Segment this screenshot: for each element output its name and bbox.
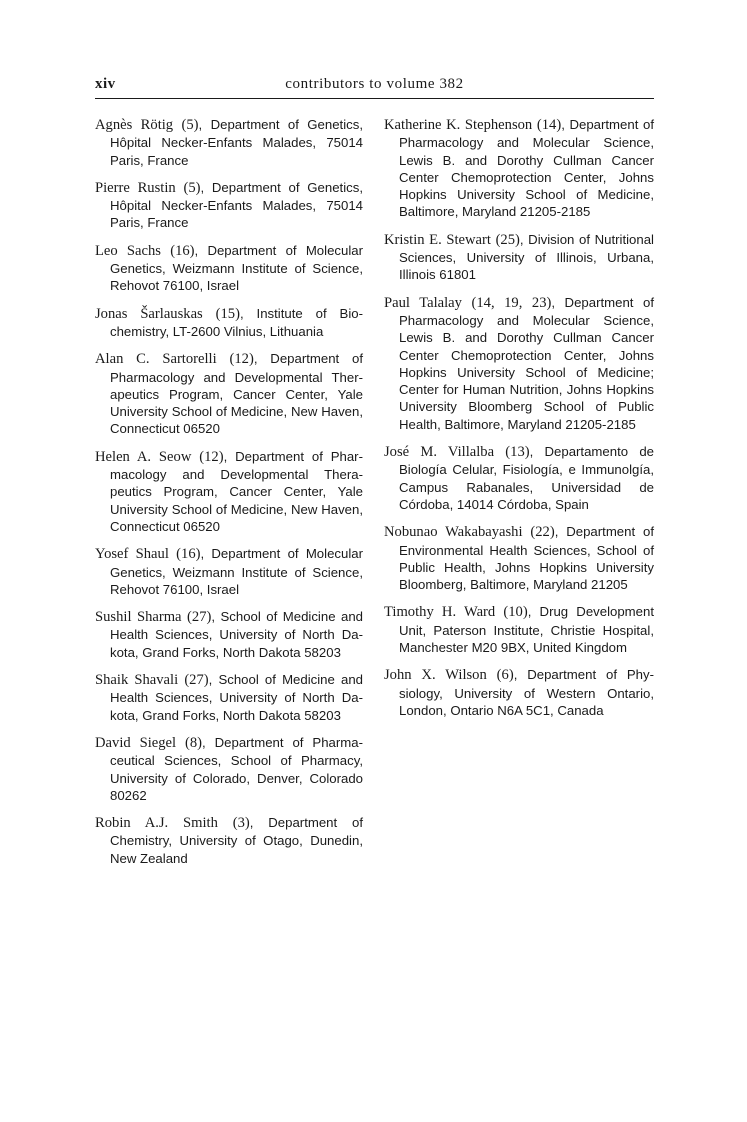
chapter-refs: (10) (503, 604, 528, 621)
contributor-name: Kristin E. Stewart (384, 231, 491, 248)
contributor-name: Yosef Shaul (95, 546, 169, 563)
contributors-column-left (95, 116, 363, 877)
contributor-entry (95, 734, 363, 804)
contributor-name: José M. Villalba (384, 444, 495, 461)
contributor-name: Jonas Šarlauskas (95, 305, 203, 322)
contributor-entry (384, 603, 654, 656)
affiliation: , Drug Development Unit, Paterson Institute, Christie Hospital, Manchester M20 9BX, United Kingdom (399, 604, 654, 656)
affiliation: , Department of Pharmacology and Developmental Therapeutics Program, Cancer Center, Yale University School of Medicine, New Haven, Connecticut 06520 (110, 351, 364, 437)
affiliation: , Department of Genetics, Hôpital Necker-Enfants Malades, 75014 Paris, France (110, 117, 363, 168)
contributor-entry (95, 545, 363, 598)
contributor-entry (95, 671, 363, 724)
contributor-name: Robin A.J. Smith (95, 815, 218, 832)
affiliation: , Institute of Biochemistry, LT-2600 Vilnius, Lithuania (110, 305, 363, 339)
page-header (95, 76, 654, 99)
contributors-column-right (384, 116, 654, 729)
affiliation: , Department of Physiology, University of Western Ontario, London, Ontario N6A 5C1, Canada (399, 667, 654, 718)
contributor-name: Agnès Rötig (95, 117, 174, 133)
chapter-refs: (27) (184, 672, 209, 689)
affiliation: , Department of Environmental Health Sciences, School of Public Health, Johns Hopkins University Bloomberg, Baltimore, Maryland 21205 (399, 524, 654, 593)
affiliation: , Department of Pharmacology and Molecular Science, Lewis B. and Dorothy Cullman Cancer Center Chemoprotection Center, Johns Hopkins University School of Medicine; Center for Human Nutrition, Johns Hopkins University Bloomberg School of Public Health, Baltimore, Maryland 21205-2185 (399, 294, 654, 432)
chapter-refs: (22) (530, 524, 555, 541)
contributor-entry (95, 242, 363, 295)
chapter-refs: (6) (496, 667, 514, 684)
chapter-refs: (16) (170, 242, 195, 259)
contributor-entry (384, 443, 654, 513)
affiliation: , School of Medicine and Health Sciences, University of North Dakota, Grand Forks, North Dakota 58203 (110, 672, 363, 723)
chapter-refs: (15) (215, 305, 240, 322)
contributor-name: John X. Wilson (384, 667, 487, 684)
affiliation: , School of Medicine and Health Sciences, University of North Dakota, Grand Forks, North Dakota 58203 (110, 609, 364, 660)
contributor-entry (95, 305, 363, 341)
affiliation: , Department of Molecular Genetics, Weizmann Institute of Science, Rehovot 76100, Israel (110, 546, 363, 597)
contributor-name: David Siegel (95, 734, 177, 751)
contributor-entry (95, 350, 363, 437)
chapter-refs: (12) (199, 448, 224, 465)
contributor-entry (384, 231, 654, 284)
affiliation: , Department of Pharmaceutical Sciences, School of Pharmacy, University of Colorado, Denver, Colorado 80262 (110, 734, 363, 803)
contributor-entry (95, 448, 363, 535)
contributor-name: Sushil Sharma (95, 609, 182, 626)
contributor-name: Nobunao Wakabayashi (384, 524, 523, 541)
contributor-name: Katherine K. Stephenson (384, 117, 533, 133)
contributor-entry (384, 666, 654, 719)
contributor-name: Leo Sachs (95, 242, 161, 259)
running-title: contributors to volume 382 (285, 76, 464, 92)
chapter-refs: (12) (229, 351, 254, 368)
contributor-entry (95, 608, 363, 661)
contributor-entry (95, 179, 363, 232)
contributor-name: Timothy H. Ward (384, 604, 496, 621)
chapter-refs: (5) (183, 179, 201, 196)
contributor-entry (95, 814, 363, 867)
chapter-refs: (3) (232, 815, 250, 832)
affiliation: , Departamento de Biología Celular, Fisiología, e Immunolgía, Campus Rabanales, Universidad de Córdoba, 14014 Córdoba, Spain (399, 444, 654, 512)
affiliation: , Division of Nutritional Sciences, University of Illinois, Urbana, Illinois 61801 (399, 231, 654, 283)
chapter-refs: (14) (536, 117, 562, 133)
chapter-refs: (16) (176, 546, 201, 563)
contributor-name: Alan C. Sartorelli (95, 351, 217, 368)
contributor-name: Pierre Rustin (95, 179, 176, 196)
affiliation: , Department of Pharmacology and Molecular Science, Lewis B. and Dorothy Cullman Cancer Center Chemoprotection Center, Johns Hopkins University School of Medicine, Baltimore, Maryland 21205-2185 (399, 117, 654, 220)
contributor-name: Helen A. Seow (95, 448, 192, 465)
contributor-name: Paul Talalay (384, 294, 462, 311)
chapter-refs: (13) (505, 444, 530, 461)
affiliation: , Department of Genetics, Hôpital Necker-Enfants Malades, 75014 Paris, France (110, 179, 363, 231)
affiliation: , Department of Chemistry, University of Otago, Dunedin, New Zealand (110, 815, 364, 866)
contributor-name: Shaik Shavali (95, 672, 179, 689)
chapter-refs: (25) (495, 231, 520, 248)
chapter-refs: (5) (181, 117, 199, 133)
page-number: xiv (95, 76, 116, 92)
chapter-refs: (27) (187, 609, 212, 626)
affiliation: , Department of Molecular Genetics, Weizmann Institute of Science, Rehovot 76100, Israel (110, 242, 363, 294)
contributor-entry (384, 523, 654, 593)
affiliation: , Department of Pharmacology and Developmental Therapeutics Program, Cancer Center, Yale University School of Medicine, New Haven, Connecticut 06520 (110, 448, 363, 534)
contributor-entry (95, 116, 363, 169)
chapter-refs: (8) (185, 734, 203, 751)
chapter-refs: (14, 19, 23) (471, 294, 552, 311)
contributor-entry (384, 116, 654, 221)
contributor-entry (384, 294, 654, 433)
